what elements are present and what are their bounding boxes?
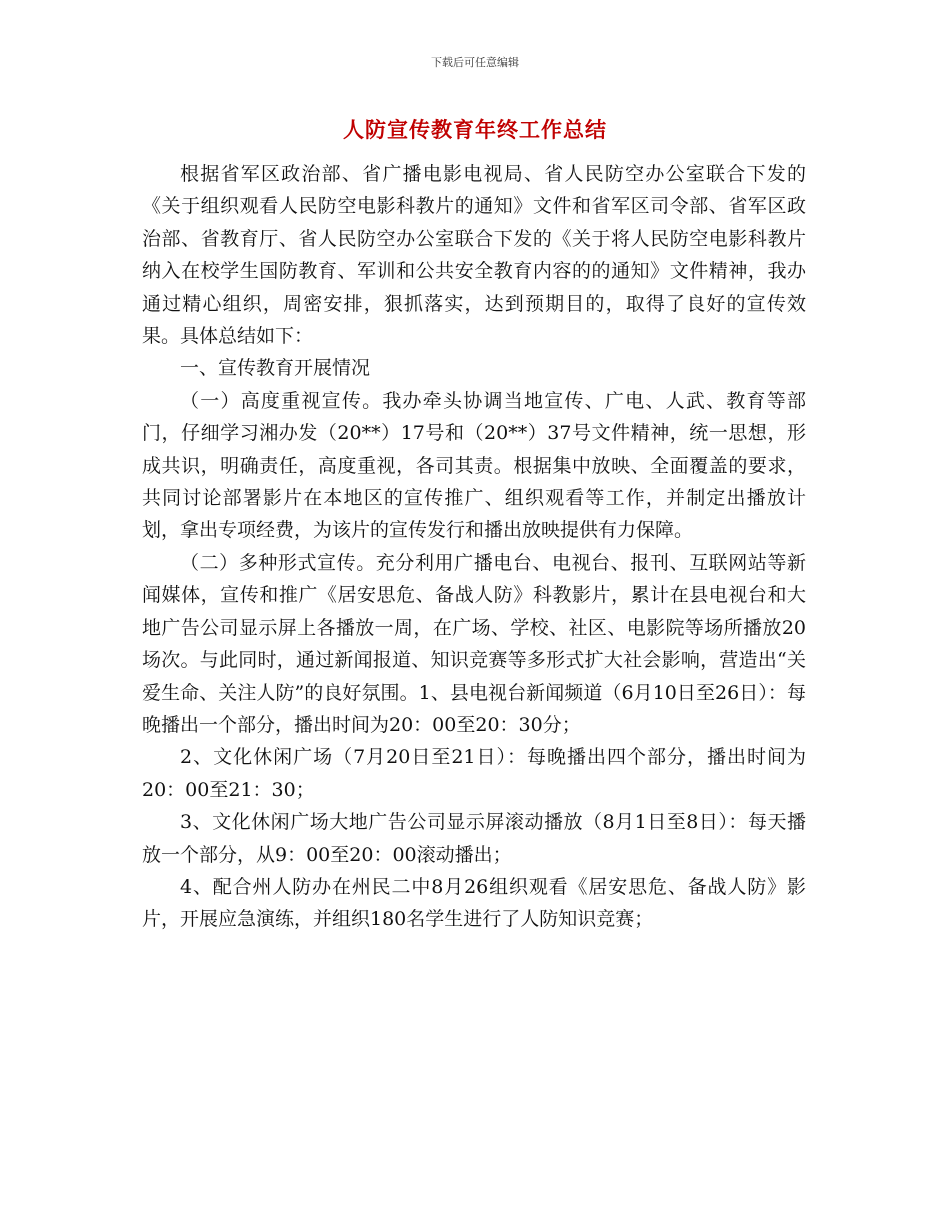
section-heading: 一、宣传教育开展情况 bbox=[180, 357, 371, 380]
document-body bbox=[142, 158, 806, 936]
paragraph-item-1: （一）高度重视宣传。我办牵头协调当地宣传、广电、人武、教育等部门，仔细学习湘办发（20**）17号和（20**）37号文件精神，统一思想，形成共识，明确责任，高度重视，各司其责。根据集中放映、全面覆盖的要求，共同讨论部署影片在本地区的宣传推广、组织观看等工作，并制定出播放计划，拿出专项经费，为该片的宣传发行和播出放映提供有力保障。 bbox=[142, 389, 806, 542]
paragraph-intro: 根据省军区政治部、省广播电影电视局、省人民防空办公室联合下发的《关于组织观看人民防空电影科教片的通知》文件和省军区司令部、省军区政治部、省教育厅、省人民防空办公室联合下发的《关于将人民防空电影科教片纳入在校学生国防教育、军训和公共安全教育内容的的通知》文件精神，我办通过精心组织，周密安排，狠抓落实，达到预期目的，取得了良好的宣传效果。具体总结如下： bbox=[142, 163, 806, 348]
paragraph-item-3: 2、文化休闲广场（7月20日至21日）：每晚播出四个部分，播出时间为20：00至21：30； bbox=[142, 746, 806, 801]
document-title: 人防宣传教育年终工作总结 bbox=[343, 118, 607, 142]
paragraph-item-5: 4、配合州人防办在州民二中8月26组织观看《居安思危、备战人防》影片，开展应急演练，并组织180名学生进行了人防知识竞赛； bbox=[142, 875, 806, 931]
header-note: 下载后可任意编辑 bbox=[431, 56, 519, 69]
paragraph-item-4: 3、文化休闲广场大地广告公司显示屏滚动播放（8月1日至8日）：每天播放一个部分，从9：00至20：00滚动播出； bbox=[142, 811, 806, 866]
paragraph-item-2: （二）多种形式宣传。充分利用广播电台、电视台、报刊、互联网站等新闻媒体，宣传和推广《居安思危、备战人防》科教影片，累计在县电视台和大地广告公司显示屏上各播放一周，在广场、学校、社区、电影院等场所播放20场次。与此同时，通过新闻报道、知识竞赛等多形式扩大社会影响，营造出“关爱生命、关注人防”的良好氛围。1、县电视台新闻频道（6月10日至26日）：每晚播出一个部分，播出时间为20：00至20：30分； bbox=[142, 551, 806, 736]
